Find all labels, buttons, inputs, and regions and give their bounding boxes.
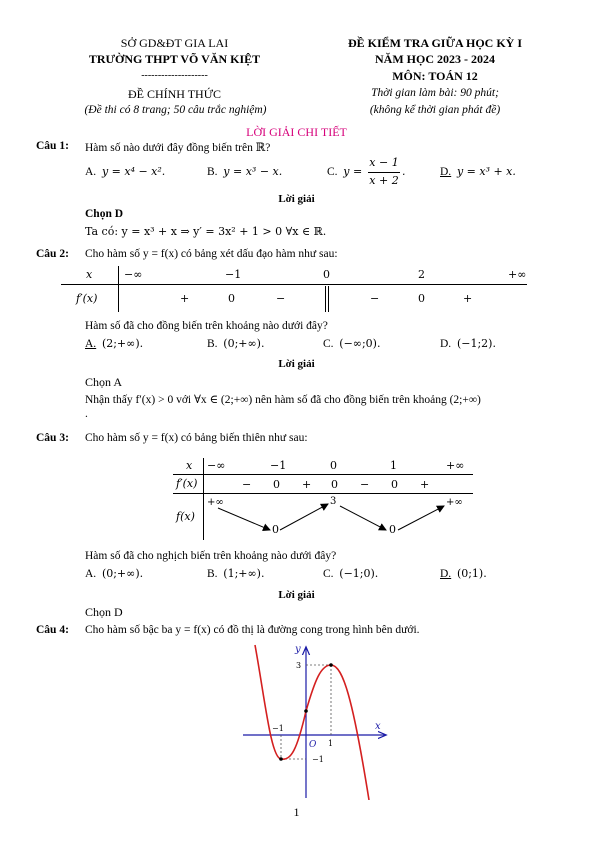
- q1-c-letter: C.: [327, 166, 338, 178]
- q3-c-value: (−1;0).: [339, 567, 379, 580]
- header-official: ĐỀ CHÍNH THỨC: [127, 87, 222, 101]
- q1-text: Hàm số nào dưới đây đồng biến trên ℝ?: [85, 142, 271, 154]
- q4-y-axis-label: y: [295, 644, 301, 655]
- q1-d-letter: D.: [440, 166, 452, 178]
- q4-x-axis-label: x: [375, 721, 381, 732]
- q2-sign-3: −: [370, 292, 380, 305]
- q2-table-dbl-1: [325, 286, 326, 312]
- q1-choice: Chọn D: [85, 208, 124, 220]
- q1-option-c: [327, 165, 362, 178]
- q2-sign-1: +: [180, 292, 190, 305]
- q3-f-max: 3: [330, 496, 337, 507]
- header-subject: MÔN: TOÁN 12: [392, 69, 478, 83]
- q2-x-neg-inf: −∞: [124, 268, 143, 281]
- q1-label: Câu 1:: [36, 140, 69, 152]
- q2-sign-zero-2: 0: [418, 292, 425, 305]
- q2-choice: Chọn A: [85, 375, 123, 389]
- q2-fprime-label: f′(x): [76, 292, 98, 305]
- q3-d-letter: D.: [440, 568, 452, 580]
- q3-fp-zero-2: 0: [331, 478, 338, 491]
- q2-option-d: [440, 337, 496, 350]
- q3-question: Hàm số đã cho nghịch biến trên khoảng nào dưới đây?: [85, 550, 337, 562]
- q1-d-value: y = x³ + x.: [456, 165, 516, 178]
- q4-label-y3: 3: [296, 661, 302, 670]
- q2-table-vline: [118, 266, 119, 312]
- q1-b-letter: B.: [207, 166, 218, 178]
- q3-f-min-2: 0: [389, 523, 396, 536]
- solution-title: LỜI GIẢI CHI TIẾT: [246, 125, 347, 139]
- q3-d-value: (0;1).: [456, 567, 487, 580]
- q1-c-denominator: x + 2: [369, 174, 399, 187]
- q4-point-yint: [304, 709, 308, 713]
- q1-a-letter: A.: [85, 166, 97, 178]
- q4-label-yneg1: −1: [312, 755, 324, 764]
- q1-option-d: [440, 165, 516, 178]
- q3-x-0: 0: [330, 459, 337, 472]
- q3-x-1: 1: [390, 459, 397, 472]
- q3-option-b: [207, 567, 264, 580]
- q2-x-0: 0: [323, 268, 330, 281]
- q3-a-letter: A.: [85, 568, 97, 580]
- q2-d-letter: D.: [440, 338, 452, 350]
- header-school: TRƯỜNG THPT VÕ VĂN KIỆT: [88, 52, 261, 66]
- q3-arrow-down-1: [218, 508, 270, 530]
- q4-label-x1: 1: [328, 739, 334, 748]
- q1-c-prefix: y =: [343, 165, 363, 178]
- q2-option-b: [207, 337, 264, 350]
- q3-f-label: f(x): [176, 510, 195, 523]
- q3-b-letter: B.: [207, 568, 218, 580]
- q2-c-value: (−∞;0).: [339, 337, 381, 350]
- q1-c-fraction-bar: [368, 172, 400, 173]
- header-time-note: (không kể thời gian phát đề): [369, 104, 501, 116]
- q2-option-c: [323, 337, 380, 350]
- q3-f-pos-inf-left: +∞: [207, 497, 224, 508]
- q3-a-value: (0;+∞).: [101, 567, 144, 580]
- q4-curve: [255, 645, 369, 800]
- q1-c-period: .: [402, 165, 406, 178]
- page-number: 1: [293, 805, 300, 819]
- q4-cubic-graph: [235, 640, 395, 800]
- q3-x-neg1: −1: [270, 459, 287, 472]
- q2-d-value: (−1;2).: [456, 337, 496, 350]
- q4-text: Cho hàm số bậc ba y = f(x) có đồ thị là đường cong trong hình bên dưới.: [85, 624, 420, 636]
- q3-fp-sign-4: +: [420, 478, 430, 491]
- q2-a-letter: A.: [85, 338, 97, 350]
- q3-arrow-down-2: [340, 506, 386, 530]
- header-pages: (Đề thi có 8 trang; 50 câu trắc nghiệm): [84, 104, 267, 116]
- q3-option-a: [85, 567, 143, 580]
- q2-explanation-dot: .: [85, 408, 88, 420]
- q3-fp-sign-3: −: [360, 478, 370, 491]
- q2-c-letter: C.: [323, 338, 334, 350]
- q2-question: Hàm số đã cho đồng biến trên khoảng nào dưới đây?: [85, 320, 328, 332]
- q2-explanation: Nhận thấy f′(x) > 0 với ∀x ∈ (2;+∞) nên hàm số đã cho đồng biến trên khoảng (2;+∞): [85, 394, 481, 406]
- header-dashes: --------------------: [141, 70, 208, 81]
- q2-table-dbl-2: [328, 286, 329, 312]
- q3-solution-label: Lời giải: [278, 589, 315, 601]
- header-time: Thời gian làm bài: 90 phút;: [371, 87, 499, 99]
- q2-x-neg1: −1: [225, 268, 242, 281]
- header-year: NĂM HỌC 2023 - 2024: [375, 52, 495, 66]
- q3-x-label: x: [186, 459, 193, 472]
- q3-option-d: [440, 567, 487, 580]
- q3-x-pos-inf: +∞: [446, 459, 465, 472]
- q1-a-value: y = x⁴ − x².: [101, 165, 166, 178]
- q1-solution-label: Lời giải: [278, 193, 315, 205]
- q3-f-pos-inf-right: +∞: [446, 497, 463, 508]
- header-dept: SỞ GD&ĐT GIA LAI: [120, 36, 229, 50]
- q2-table-top-line: [61, 284, 527, 285]
- q2-a-value: (2;+∞).: [101, 337, 144, 350]
- q4-point-min: [279, 757, 283, 761]
- q2-option-a: [85, 337, 143, 350]
- q3-fp-sign-2: +: [302, 478, 312, 491]
- header-exam: ĐỀ KIỂM TRA GIỮA HỌC KỲ I: [347, 36, 523, 50]
- q3-fp-zero-3: 0: [391, 478, 398, 491]
- q3-option-c: [323, 567, 378, 580]
- q2-label: Câu 2:: [36, 248, 69, 260]
- q3-b-value: (1;+∞).: [223, 567, 265, 580]
- q4-label: Câu 4:: [36, 624, 69, 636]
- q3-variation-arrows: [200, 494, 480, 544]
- q1-option-b: [207, 165, 282, 178]
- q3-c-letter: C.: [323, 568, 334, 580]
- q3-hline-1: [173, 474, 473, 475]
- q1-explanation: Ta có: y = x³ + x ⇒ y′ = 3x² + 1 > 0 ∀x ∈ ℝ.: [85, 225, 327, 238]
- q3-fprime-label: f′(x): [176, 477, 198, 490]
- q2-x-2: 2: [418, 268, 425, 281]
- q4-label-xneg1: −1: [272, 724, 284, 733]
- q2-sign-zero-1: 0: [228, 292, 235, 305]
- q3-arrow-up-1: [280, 504, 328, 530]
- q2-b-letter: B.: [207, 338, 218, 350]
- q3-arrow-up-2: [398, 506, 444, 530]
- q3-label: Câu 3:: [36, 432, 69, 444]
- q4-point-max: [329, 663, 333, 667]
- q3-fp-sign-1: −: [242, 478, 252, 491]
- q3-x-neg-inf: −∞: [207, 459, 226, 472]
- q3-text: Cho hàm số y = f(x) có bảng biến thiên như sau:: [85, 432, 308, 444]
- q3-choice: Chọn D: [85, 605, 123, 619]
- q2-sign-4: +: [463, 292, 473, 305]
- q2-text: Cho hàm số y = f(x) có bảng xét dấu đạo hàm như sau:: [85, 248, 338, 260]
- q1-b-value: y = x³ − x.: [223, 165, 283, 178]
- q4-origin-label: O: [309, 740, 317, 750]
- q1-option-a: [85, 165, 165, 178]
- q1-c-numerator: x − 1: [369, 156, 399, 169]
- q3-fp-zero-1: 0: [273, 478, 280, 491]
- q2-x-label: x: [86, 268, 93, 281]
- q2-x-pos-inf: +∞: [508, 268, 527, 281]
- q2-b-value: (0;+∞).: [223, 337, 265, 350]
- q3-f-min-1: 0: [272, 523, 279, 536]
- q2-solution-label: Lời giải: [278, 358, 315, 370]
- q2-sign-2: −: [276, 292, 286, 305]
